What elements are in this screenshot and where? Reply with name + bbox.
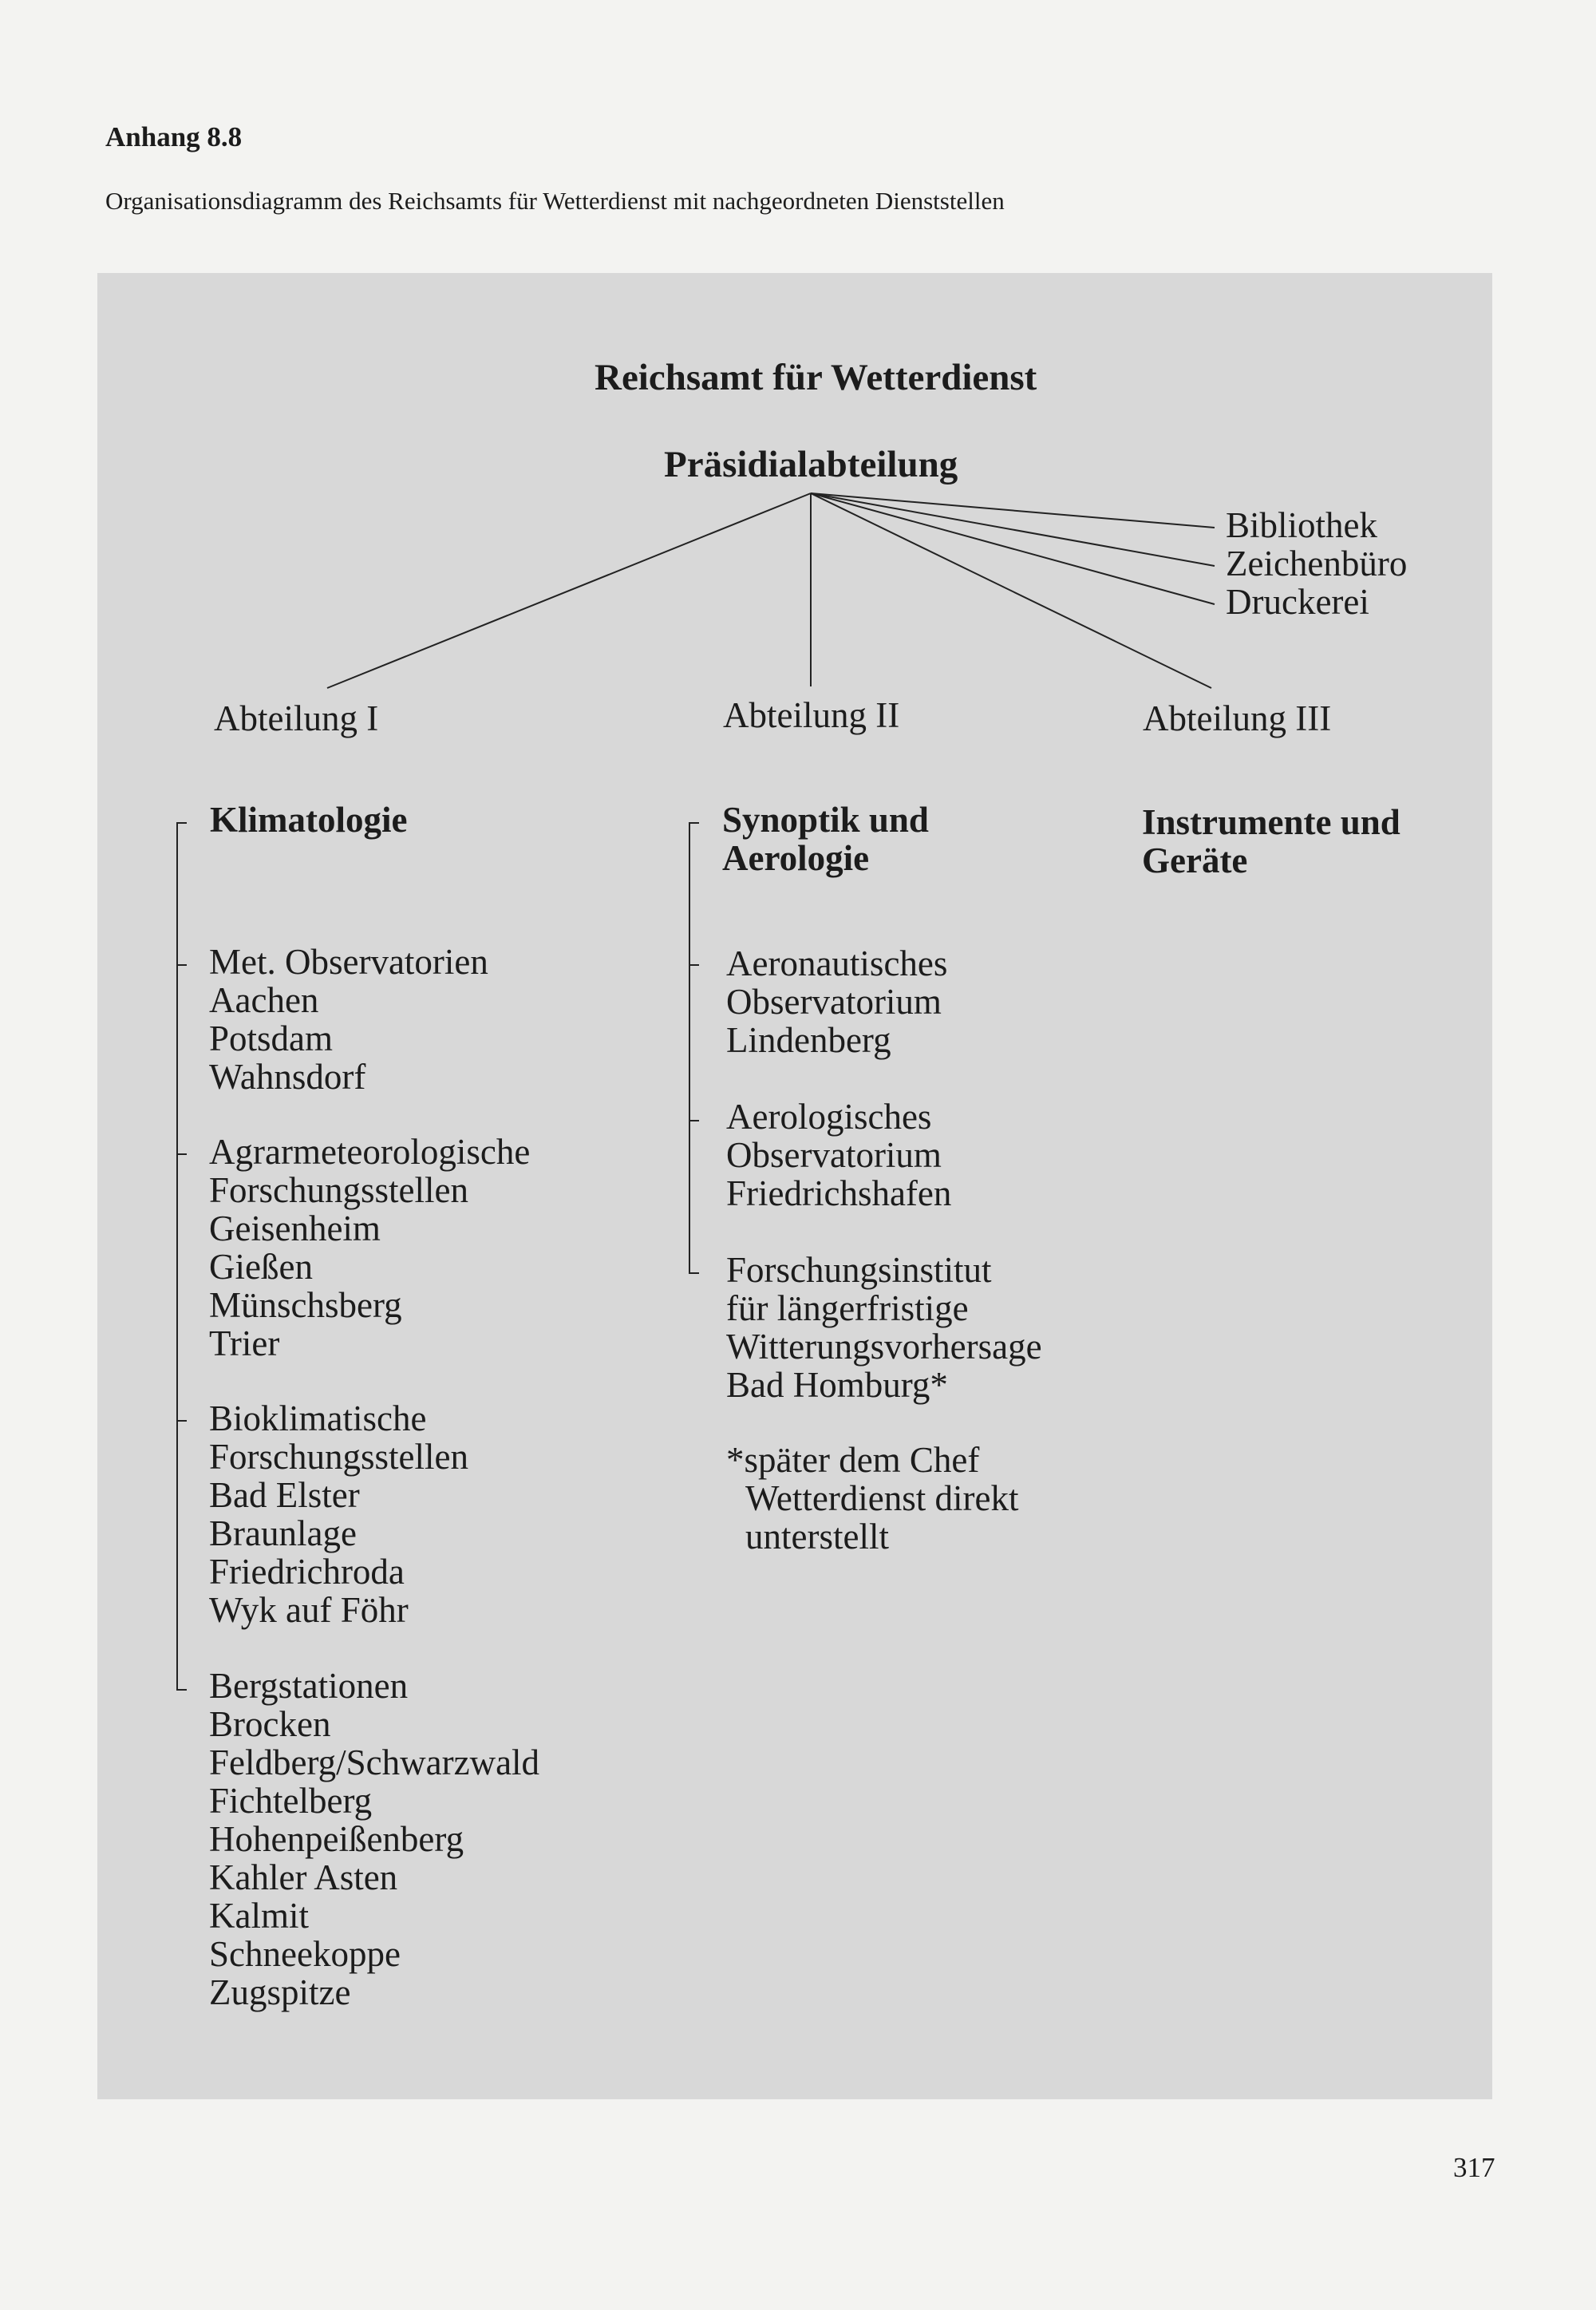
unit-druckerei: Druckerei: [1226, 582, 1369, 622]
line-to-abteilung-1: [327, 493, 811, 688]
list-item: Bergstationen: [209, 1666, 409, 1706]
list-item: Lindenberg: [726, 1020, 891, 1060]
abteilung-2-label: Abteilung II: [723, 695, 900, 735]
list-item: Forschungsstellen: [209, 1437, 468, 1477]
list-item: Geisenheim: [209, 1208, 381, 1248]
list-item: Aeronautisches: [726, 943, 948, 983]
unit-bibliothek: Bibliothek: [1226, 505, 1377, 545]
list-item: Agrarmeteorologische: [209, 1132, 531, 1172]
footnote: *später dem Chef Wetterdienst direkt unterstellt: [726, 1440, 1019, 1556]
list-item: Bioklimatische: [209, 1398, 427, 1438]
list-item: Kahler Asten: [209, 1857, 398, 1897]
bracket-abteilung-1: [177, 823, 187, 1690]
presidential-division: Präsidialabteilung: [664, 444, 958, 485]
unit-zeichenbuero: Zeichenbüro: [1226, 544, 1408, 583]
list-item: Aachen: [209, 980, 319, 1020]
abteilung-1-heading: Klimatologie: [210, 800, 408, 840]
group-bioklimatik: [209, 1399, 468, 1629]
abteilung-2-heading: Synoptik und Aerologie: [722, 800, 929, 878]
list-item: Zugspitze: [209, 1972, 351, 2012]
list-item: Met. Observatorien: [209, 942, 488, 982]
list-item: Bad Homburg*: [726, 1365, 948, 1405]
list-item: Forschungsinstitut: [726, 1250, 992, 1290]
group-agrarmeteorologie: [209, 1133, 530, 1363]
abteilung-3-heading: Instrumente und Geräte: [1142, 802, 1400, 880]
list-item: Bad Elster: [209, 1475, 360, 1515]
line-to-zeichenbuero: [811, 493, 1215, 566]
abteilung-3-label: Abteilung III: [1143, 698, 1332, 738]
group-met-observatorien: [209, 943, 488, 1096]
list-item: Wyk auf Föhr: [209, 1590, 409, 1630]
list-item: Wahnsdorf: [209, 1057, 366, 1097]
list-item: Trier: [209, 1323, 280, 1363]
list-item: Fichtelberg: [209, 1781, 373, 1821]
abteilung-1-label: Abteilung I: [214, 698, 379, 738]
list-item: Feldberg/Schwarzwald: [209, 1742, 540, 1782]
list-item: Forschungsstellen: [209, 1170, 468, 1210]
list-item: Observatorium: [726, 1135, 942, 1175]
list-item: für längerfristige: [726, 1288, 969, 1328]
list-item: Friedrichshafen: [726, 1173, 952, 1213]
list-item: Potsdam: [209, 1019, 334, 1058]
group-aeronautisches-observatorium: [726, 944, 947, 1059]
list-item: Schneekoppe: [209, 1934, 401, 1974]
appendix-label: Anhang 8.8: [105, 121, 243, 152]
bracket-abteilung-2: [689, 823, 699, 1273]
list-item: Braunlage: [209, 1513, 357, 1553]
list-item: Observatorium: [726, 982, 942, 1022]
diagram-title: Reichsamt für Wetterdienst: [595, 357, 1037, 398]
list-item: Friedrichroda: [209, 1552, 405, 1592]
list-item: Kalmit: [209, 1896, 309, 1936]
list-item: Hohenpeißenberg: [209, 1819, 464, 1859]
list-item: Gießen: [209, 1247, 313, 1287]
group-bergstationen: [209, 1667, 539, 2011]
group-forschungsinstitut: [726, 1251, 1042, 1404]
list-item: Münschsberg: [209, 1285, 402, 1325]
figure-caption: Organisationsdiagramm des Reichsamts für Wetterdienst mit nachgeordneten Dienststellen: [105, 187, 1005, 215]
list-item: Aerologisches: [726, 1097, 932, 1137]
list-item: Witterungsvorhersage: [726, 1327, 1042, 1367]
group-aerologisches-observatorium: [726, 1098, 951, 1212]
list-item: Brocken: [209, 1704, 331, 1744]
page-number: 317: [1453, 2152, 1495, 2183]
